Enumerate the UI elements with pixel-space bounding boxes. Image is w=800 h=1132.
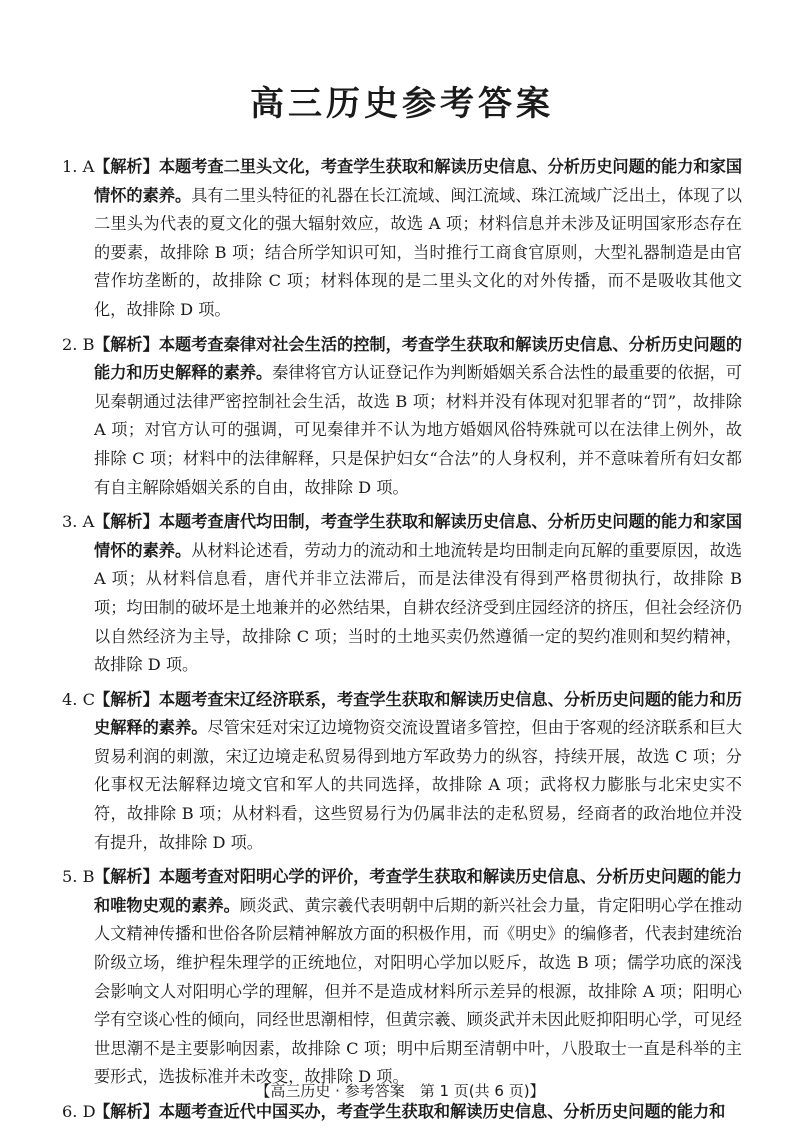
answer-number: 4. C	[62, 689, 95, 709]
answer-number: 5. B	[62, 867, 95, 887]
answer-body	[94, 153, 742, 325]
answer-item-1	[62, 153, 742, 325]
answer-item-2	[62, 331, 742, 503]
analysis-lead: 本题考查秦律对社会生活的控制，考查学生获取和解读历史信息、分析历史问题的能力和历史解释的素养。	[94, 334, 743, 383]
answer-item-3	[62, 508, 742, 680]
answer-number: 6. D	[62, 1102, 96, 1121]
page-title: 高三历史参考答案	[250, 84, 554, 124]
page-footer: 【高三历史 · 参考答案 第 1 页(共 6 页)】	[255, 1082, 545, 1100]
answer-number: 3. A	[62, 512, 95, 532]
answer-body	[94, 863, 742, 1092]
answer-item-4	[62, 686, 742, 858]
analysis-lead: 本题考查近代中国买办，考查学生获取和解读历史信息、分析历史问题的能力和	[158, 1102, 726, 1121]
analysis-text: 秦律将官方认证登记作为判断婚姻关系合法性的最重要的依据，可见秦朝通过法律严密控制社会生活，故选 B 项；材料并没有体现对犯罪者的“罚”，故排除 A 项；对官方认可的强调，可见秦律并不认为地方婚姻风俗特殊就可以在法律上例外，故排除 C 项；材料中的法律解释，只是保护妇女“合法”的人身权利，并不意味着所有妇女都有自主解除婚姻关系的自由，故排除 D 项。	[94, 363, 742, 497]
answer-number: 2. B	[62, 334, 95, 354]
analysis-tag: 【解析】	[94, 157, 159, 176]
answer-body	[94, 686, 742, 858]
analysis-tag: 【解析】	[94, 334, 159, 354]
answer-item-5	[62, 863, 742, 1092]
analysis-text: 具有二里头特征的礼器在长江流域、闽江流域、珠江流域广泛出土，体现了以二里头为代表的夏文化的强大辐射效应，故选 A 项；材料信息并未涉及证明国家形态存在的要素，故排除 B 项；结合所学知识可知，当时推行工商食官原则，大型礼器制造是由官营作坊垄断的，故排除 C 项；材料体现的是二里头文化的对外传播，而不是吸收其他文化，故排除 D 项。	[94, 185, 742, 319]
answer-body	[94, 1098, 742, 1127]
analysis-lead: 本题考查唐代均田制，考查学生获取和解读历史信息、分析历史问题的能力和家国情怀的素养。	[94, 512, 743, 560]
analysis-text: 从材料论述看，劳动力的流动和土地流转是均田制走向瓦解的重要原因，故选 A 项；从材料信息看，唐代并非立法滞后，而是法律没有得到严格贯彻执行，故排除 B 项；均田制的破坏是土地兼并的必然结果，自耕农经济受到庄园经济的挤压，但社会经济仍以自然经济为主导，故排除 C 项；当时的土地买卖仍然遵循一定的契约准则和契约精神，故排除 D 项。	[94, 540, 742, 675]
answer-number: 1. A	[62, 157, 95, 176]
analysis-tag: 【解析】	[94, 512, 159, 532]
analysis-tag: 【解析】	[94, 1102, 159, 1121]
analysis-lead: 本题考查对阳明心学的评价，考查学生获取和解读历史信息、分析历史问题的能力和唯物史观的素养。	[94, 867, 743, 915]
analysis-text: 尽管宋廷对宋辽边境物资交流设置诸多管控，但由于客观的经济联系和巨大贸易利润的刺激，宋辽边境走私贸易得到地方军政势力的纵容，持续开展，故选 C 项；分化事权无法解释边境文官和军人的共同选择，故排除 A 项；武将权力膨胀与北宋史实不符，故排除 B 项；从材料看，这些贸易行为仍属非法的走私贸易，经商者的政治地位并没有提升，故排除 D 项。	[94, 718, 743, 852]
analysis-lead: 本题考查二里头文化，考查学生获取和解读历史信息、分析历史问题的能力和家国情怀的素养。	[94, 157, 743, 205]
answer-item-6	[62, 1098, 742, 1127]
analysis-text: 顾炎武、黄宗羲代表明朝中后期的新兴社会力量，肯定阳明心学在推动人文精神传播和世俗各阶层精神解放方面的积极作用，而《明史》的编修者，代表封建统治阶级立场，维护程朱理学的正统地位，对阳明心学加以贬斥，故选 B 项；儒学功底的深浅会影响文人对阳明心学的理解，但并不是造成材料所示差异的根源，故排除 A 项；阳明心学有空谈心性的倾向，同经世思潮相悖，但黄宗羲、顾炎武并未因此贬抑阳明心学，可见经世思潮不是主要影响因素，故排除 C 项；明中后期至清朝中叶，八股取士一直是科举的主要形式，选拔标准并未改变，故排除 D 项。	[94, 895, 743, 1087]
analysis-tag: 【解析】	[94, 867, 159, 887]
analysis-lead: 本题考查宋辽经济联系，考查学生获取和解读历史信息、分析历史问题的能力和历史解释的素养。	[94, 689, 743, 738]
analysis-tag: 【解析】	[94, 689, 159, 709]
answer-body	[94, 508, 742, 680]
answer-body	[94, 331, 742, 503]
